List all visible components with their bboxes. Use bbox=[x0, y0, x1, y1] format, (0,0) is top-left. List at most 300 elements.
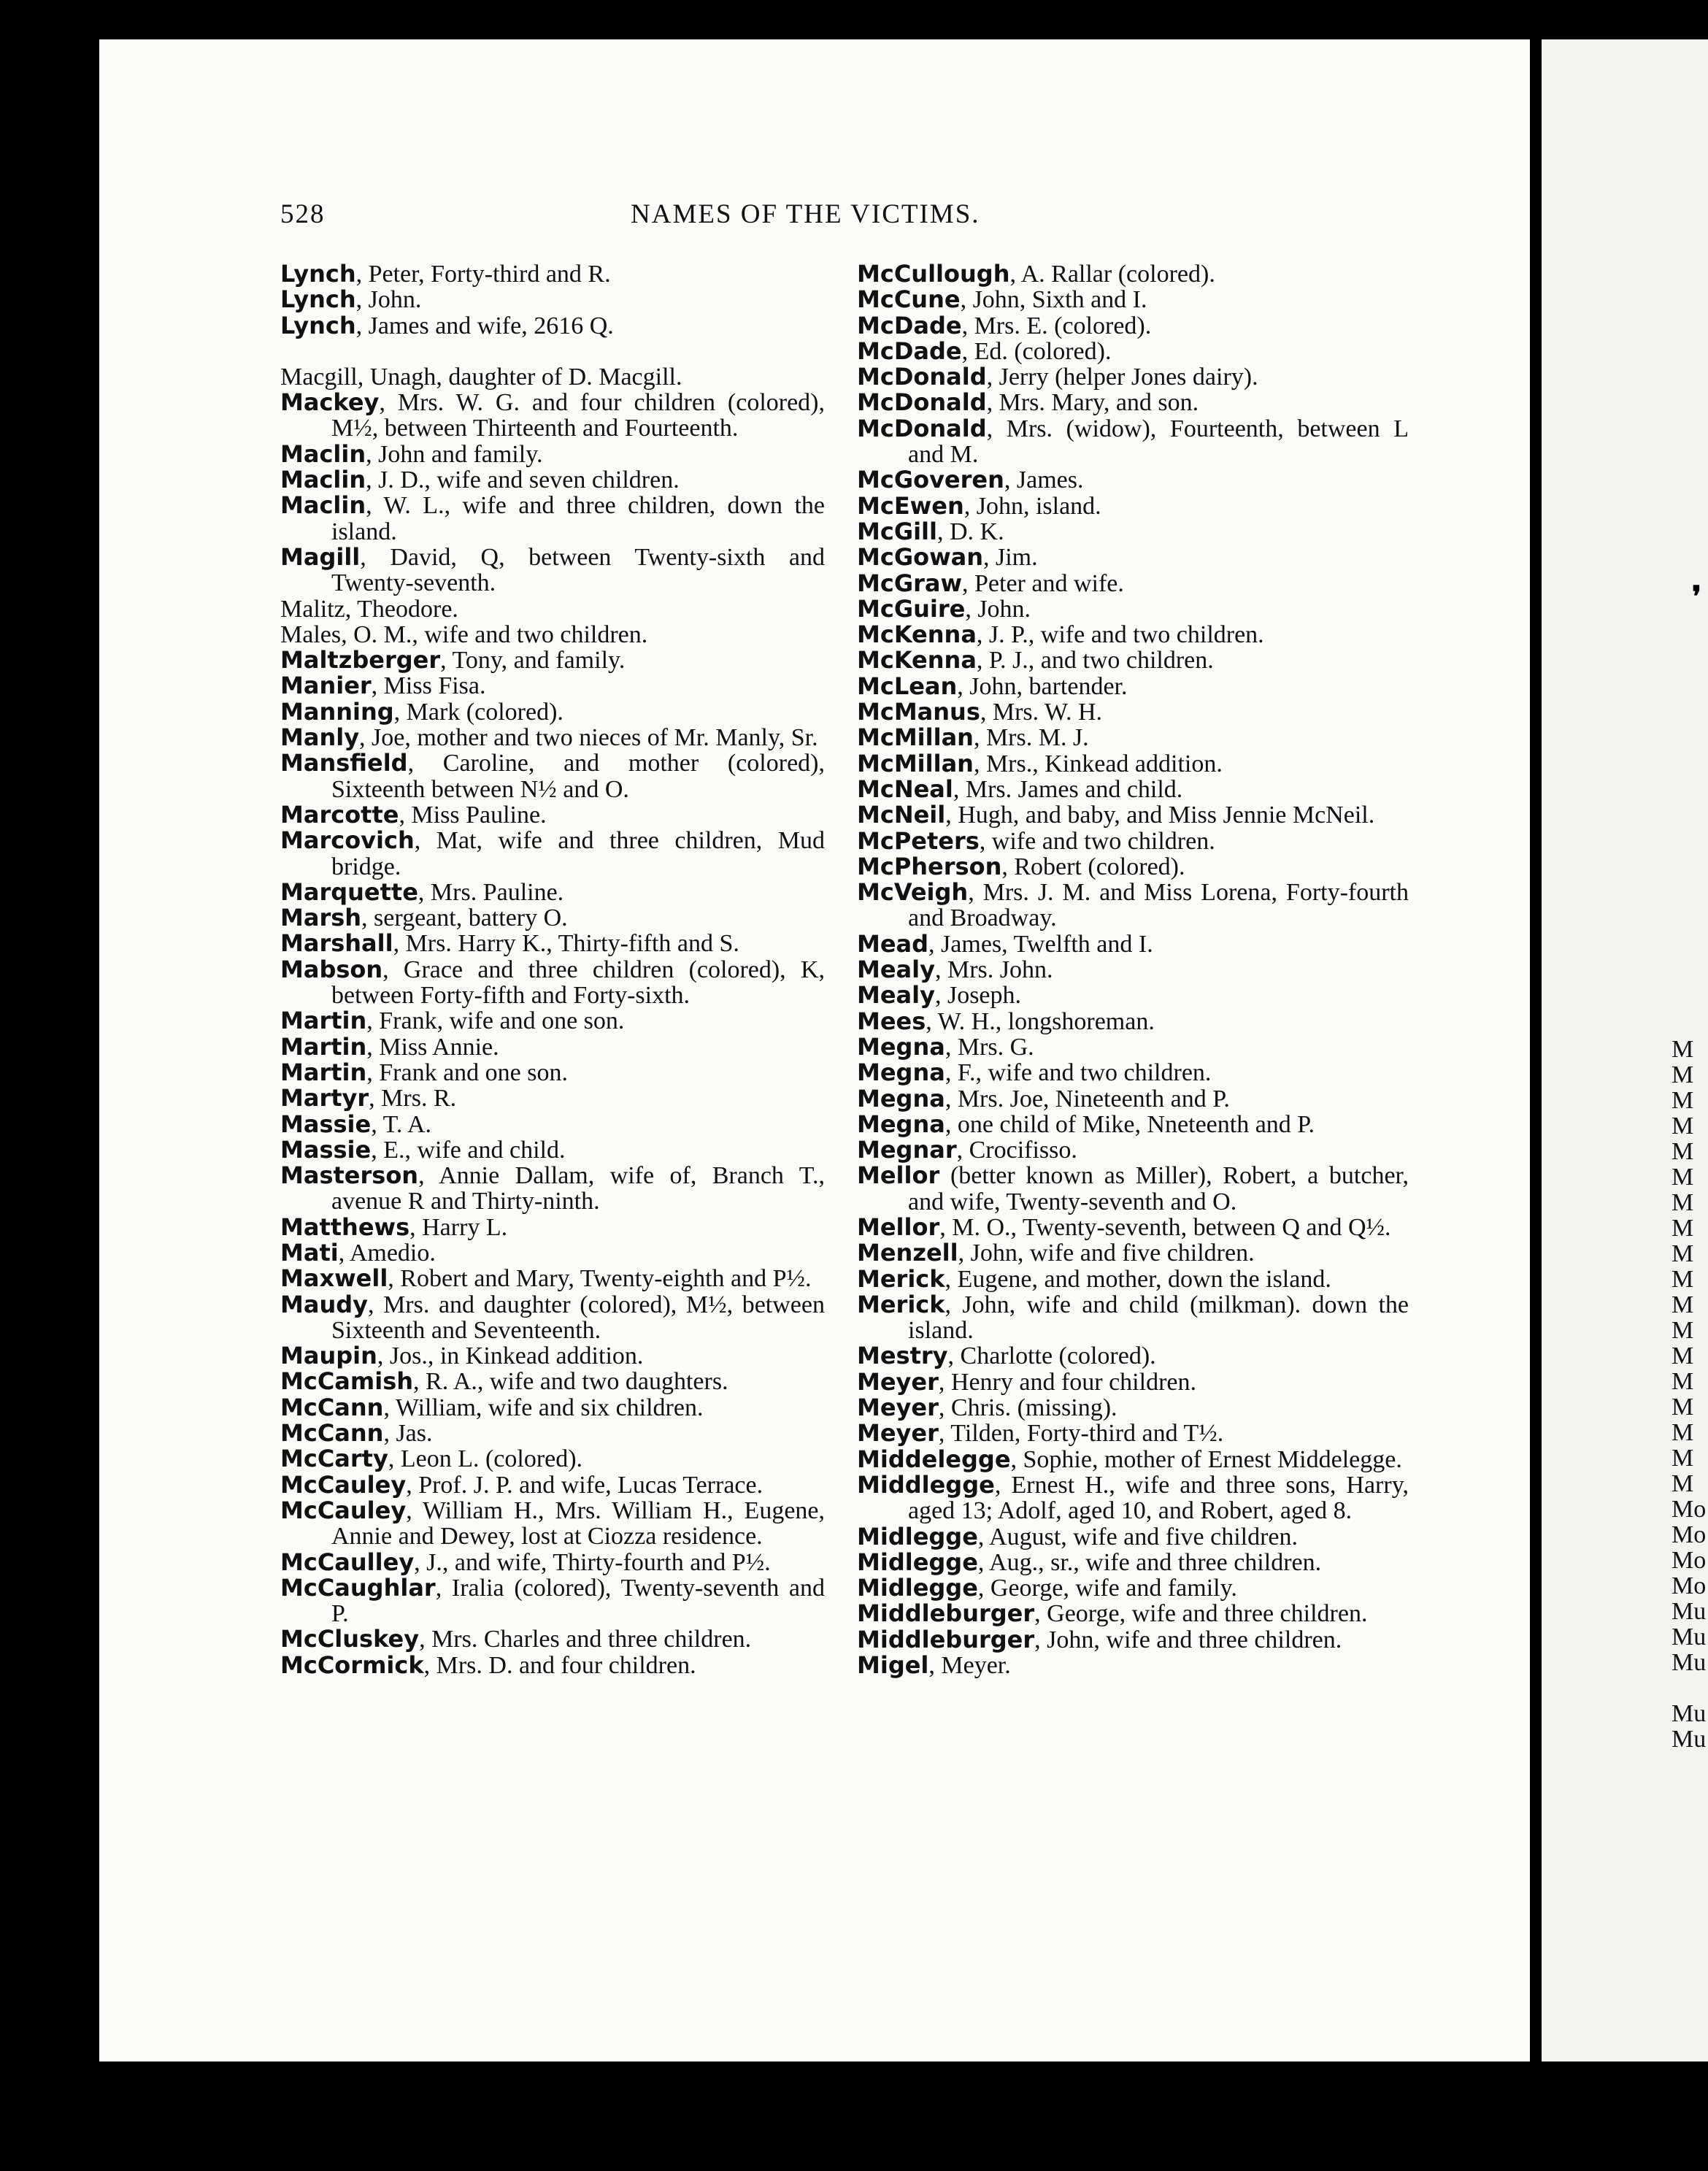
victim-details: , E., wife and child. bbox=[371, 1136, 566, 1164]
victim-details: , Mark (colored). bbox=[393, 698, 563, 726]
adjacent-page-fragment bbox=[1672, 1037, 1707, 1752]
victim-entry bbox=[280, 261, 825, 287]
victim-details: , George, wife and family. bbox=[977, 1575, 1237, 1602]
victim-surname: Lynch bbox=[280, 285, 356, 314]
victim-entry bbox=[280, 287, 825, 312]
victim-surname: Manning bbox=[280, 697, 394, 726]
victim-details: , T. A. bbox=[371, 1110, 432, 1138]
victim-entry bbox=[857, 1112, 1409, 1137]
victim-entry bbox=[857, 519, 1409, 545]
victim-entry bbox=[280, 439, 825, 468]
victim-entry bbox=[280, 1575, 825, 1627]
victim-details: , Mrs. and daughter (colored), M½, between Sixteenth and Seventeenth. bbox=[331, 1291, 825, 1344]
victim-details: , Mrs. R. bbox=[369, 1085, 457, 1113]
victim-entry bbox=[280, 313, 825, 339]
victim-details: , Mrs. Joe, Nineteenth and P. bbox=[945, 1085, 1230, 1113]
victim-details: , Joseph. bbox=[934, 982, 1022, 1010]
victim-surname: McCauley bbox=[280, 1470, 407, 1499]
victim-surname: Maltzberger bbox=[280, 646, 441, 675]
victim-surname: Megna bbox=[857, 1058, 945, 1087]
victim-entry bbox=[280, 957, 825, 1009]
victim-surname: Megna bbox=[857, 1032, 945, 1061]
victim-details: , Mrs. Harry K., Thirty-fifth and S. bbox=[393, 930, 739, 958]
victim-surname: Middelegge bbox=[857, 1445, 1011, 1473]
victim-surname: McDonald bbox=[857, 388, 987, 417]
victim-entry bbox=[857, 622, 1409, 648]
victim-surname: McCann bbox=[280, 1393, 384, 1421]
victim-details: , Prof. J. P. and wife, Lucas Terrace. bbox=[406, 1471, 763, 1499]
victim-entry bbox=[857, 1447, 1409, 1472]
victim-surname: Menzell bbox=[857, 1239, 958, 1267]
left-column bbox=[280, 261, 825, 1678]
victim-surname: Manier bbox=[280, 672, 372, 700]
victim-entry bbox=[857, 699, 1409, 725]
victim-surname: McCune bbox=[857, 285, 961, 314]
victim-surname: Maclin bbox=[280, 466, 366, 494]
edge-glyph: M bbox=[1672, 1394, 1694, 1421]
victim-details: , Grace and three children (colored), K, between Forty-fifth and Forty-sixth. bbox=[331, 956, 825, 1010]
victim-details: , W. L., wife and three children, down the island. bbox=[331, 492, 825, 545]
victim-details: , J. P., wife and two children. bbox=[976, 621, 1264, 649]
victim-details: , wife and two children. bbox=[979, 827, 1215, 855]
victim-entry bbox=[857, 1215, 1409, 1240]
victim-surname: Mestry bbox=[857, 1342, 948, 1370]
victim-details: , Frank and one son. bbox=[366, 1058, 569, 1086]
victim-entry bbox=[857, 467, 1409, 493]
victim-entry bbox=[280, 493, 825, 545]
victim-entry bbox=[280, 699, 825, 725]
edge-glyph: Mu bbox=[1672, 1598, 1707, 1625]
victim-surname: McNeal bbox=[857, 775, 953, 803]
victim-surname: McCauley bbox=[280, 1496, 407, 1524]
victim-entry bbox=[280, 1653, 825, 1678]
victim-details: , Jos., in Kinkead addition. bbox=[377, 1342, 644, 1370]
victim-details: , Mrs. Mary, and son. bbox=[986, 389, 1199, 417]
edge-glyph: M bbox=[1672, 1291, 1694, 1318]
victim-details: , P. J., and two children. bbox=[976, 647, 1214, 675]
victim-details: , Jerry (helper Jones dairy). bbox=[986, 364, 1258, 391]
victim-surname: McLean bbox=[857, 672, 958, 700]
victim-details: , Tony, and family. bbox=[440, 647, 626, 675]
victim-surname: McDonald bbox=[857, 414, 987, 442]
victim-surname: Meyer bbox=[857, 1367, 939, 1396]
victim-surname: Massie bbox=[280, 1110, 372, 1138]
victim-entry bbox=[857, 313, 1409, 339]
victim-entry bbox=[280, 828, 825, 880]
victim-entry bbox=[280, 1086, 825, 1111]
victim-details: , Mat, wife and three children, Mud bridge. bbox=[331, 827, 825, 880]
entry-gap bbox=[280, 339, 825, 364]
victim-details: , Mrs. James and child. bbox=[953, 775, 1183, 803]
victim-details: , Peter, Forty-third and R. bbox=[355, 261, 611, 288]
victim-surname: Midlegge bbox=[857, 1522, 978, 1551]
victim-surname: McGoveren bbox=[857, 466, 1004, 494]
victim-details: , Hugh, and baby, and Miss Jennie McNeil. bbox=[945, 802, 1375, 829]
victim-surname: Mees bbox=[857, 1007, 926, 1035]
victim-entry bbox=[857, 1653, 1409, 1678]
victim-details: , Miss Fisa. bbox=[371, 672, 486, 700]
victim-surname: Middleburger bbox=[857, 1599, 1035, 1628]
victim-surname: McCaughlar bbox=[280, 1573, 436, 1602]
victim-details: , Iralia (colored), Twenty-seventh and P. bbox=[331, 1574, 825, 1628]
victim-entry bbox=[857, 287, 1409, 312]
victim-details: , John, bartender. bbox=[957, 672, 1128, 700]
victim-details: , James and wife, 2616 Q. bbox=[355, 312, 614, 339]
victim-surname: McGuire bbox=[857, 594, 966, 623]
victim-surname: Middleburger bbox=[857, 1625, 1035, 1653]
edge-glyph: M bbox=[1672, 1368, 1694, 1395]
victim-surname: McCann bbox=[280, 1419, 384, 1448]
victim-surname: Merick bbox=[857, 1264, 945, 1293]
edge-glyph: Mo bbox=[1672, 1496, 1707, 1523]
victim-entry bbox=[280, 1550, 825, 1575]
victim-entry bbox=[280, 596, 825, 622]
victim-surname: Marcotte bbox=[280, 800, 399, 829]
victim-entry bbox=[280, 1163, 825, 1215]
victim-surname: Middlegge bbox=[857, 1470, 995, 1499]
victim-entry bbox=[857, 1137, 1409, 1163]
victim-details: , Miss Annie. bbox=[366, 1033, 499, 1061]
victim-surname: McPeters bbox=[857, 826, 980, 855]
victim-details: , John and family. bbox=[366, 440, 543, 468]
victim-entry bbox=[857, 674, 1409, 699]
victim-entry bbox=[280, 1137, 825, 1163]
edge-glyph: M bbox=[1672, 1445, 1694, 1472]
victim-surname: McGraw bbox=[857, 569, 963, 597]
page-number: 528 bbox=[280, 199, 326, 229]
victim-details: , Charlotte (colored). bbox=[947, 1342, 1156, 1370]
victim-surname: Meyer bbox=[857, 1419, 939, 1448]
victim-entry bbox=[280, 1292, 825, 1344]
running-header bbox=[280, 199, 1412, 239]
victim-details: , F., wife and two children. bbox=[945, 1059, 1212, 1087]
victim-details: , A. Rallar (colored). bbox=[1009, 261, 1215, 288]
victim-entry bbox=[280, 725, 825, 750]
victim-entry bbox=[857, 854, 1409, 880]
victim-entry bbox=[280, 1343, 825, 1369]
victim-entry bbox=[280, 1060, 825, 1086]
victim-surname: Maclin bbox=[280, 439, 366, 468]
victim-entry bbox=[280, 1498, 825, 1550]
victim-surname: McManus bbox=[857, 698, 980, 726]
victim-details: , Crocifisso. bbox=[956, 1137, 1077, 1164]
edge-glyph: M bbox=[1672, 1342, 1694, 1369]
victim-entry bbox=[280, 467, 825, 493]
edge-glyph: Mo bbox=[1672, 1547, 1707, 1574]
victim-surname: McVeigh bbox=[857, 878, 969, 907]
victim-surname: Martin bbox=[280, 1032, 367, 1061]
victim-details: , John. bbox=[355, 286, 422, 314]
edge-glyph: M bbox=[1672, 1113, 1694, 1140]
victim-details: , Mrs. (widow), Fourteenth, between L and M. bbox=[908, 415, 1409, 469]
victim-entry bbox=[857, 826, 1409, 855]
victim-details: Males, O. M., wife and two children. bbox=[280, 620, 648, 648]
victim-details: , Robert (colored). bbox=[1001, 853, 1185, 880]
victim-entry bbox=[857, 1550, 1409, 1575]
victim-entry bbox=[857, 983, 1409, 1008]
victim-surname: Midlegge bbox=[857, 1574, 978, 1602]
edge-glyph: Mu bbox=[1672, 1700, 1707, 1727]
victim-details: , William, wife and six children. bbox=[383, 1394, 704, 1421]
victim-entry bbox=[280, 877, 825, 906]
right-column bbox=[857, 261, 1409, 1678]
victim-entry bbox=[857, 1264, 1409, 1293]
edge-glyph: M bbox=[1672, 1036, 1694, 1063]
edge-glyph: M bbox=[1672, 1470, 1694, 1497]
victim-details: , David, Q, between Twenty-sixth and Twenty-seventh. bbox=[331, 543, 825, 597]
victim-entry bbox=[857, 1601, 1409, 1626]
edge-glyph: Mu bbox=[1672, 1649, 1707, 1676]
victim-surname: McGill bbox=[857, 517, 937, 545]
victim-entry bbox=[280, 1626, 825, 1652]
victim-details: , Mrs. D. and four children. bbox=[423, 1651, 696, 1679]
victim-surname: McMillan bbox=[857, 749, 974, 777]
victim-entry bbox=[280, 1240, 825, 1266]
victim-entry bbox=[280, 931, 825, 956]
victim-surname: Maclin bbox=[280, 491, 366, 520]
edge-glyph bbox=[1672, 1675, 1707, 1701]
victim-details: , Aug., sr., wife and three children. bbox=[977, 1548, 1322, 1576]
victim-details: , Mrs. Pauline. bbox=[418, 878, 564, 906]
victim-details: , Harry L. bbox=[409, 1213, 508, 1241]
victim-entry bbox=[280, 1008, 825, 1034]
victim-details: , Amedio. bbox=[338, 1239, 436, 1267]
victim-details: , Annie Dallam, wife of, Branch T., avenue R and Thirty-ninth. bbox=[331, 1162, 825, 1215]
victim-surname: Marquette bbox=[280, 877, 418, 906]
victim-entry bbox=[857, 1421, 1409, 1446]
victim-details: , Mrs., Kinkead addition. bbox=[973, 750, 1223, 777]
victim-entry bbox=[857, 571, 1409, 596]
victim-surname: McCaulley bbox=[280, 1548, 415, 1576]
victim-surname: Meyer bbox=[857, 1394, 939, 1422]
edge-glyph: Mu bbox=[1672, 1726, 1707, 1753]
victim-details: , Joe, mother and two nieces of Mr. Manly, Sr. bbox=[359, 724, 818, 752]
victim-surname: Lynch bbox=[280, 311, 356, 339]
victim-surname: McGowan bbox=[857, 543, 983, 572]
victim-surname: Midlegge bbox=[857, 1548, 978, 1576]
victim-entry bbox=[280, 390, 825, 442]
victim-details: , Jim. bbox=[983, 544, 1038, 572]
victim-entry bbox=[857, 1060, 1409, 1086]
victim-entry bbox=[857, 1009, 1409, 1034]
victim-surname: Marshall bbox=[280, 929, 393, 958]
victim-entry bbox=[857, 493, 1409, 519]
victim-entry bbox=[280, 673, 825, 699]
victim-details: , R. A., wife and two daughters. bbox=[413, 1368, 728, 1396]
victim-surname: Maxwell bbox=[280, 1264, 388, 1293]
victim-surname: Megnar bbox=[857, 1136, 957, 1164]
victim-details: , Robert and Mary, Twenty-eighth and P½. bbox=[388, 1265, 812, 1293]
page-edge-mark: ❜ bbox=[1692, 580, 1701, 613]
victim-surname: McCamish bbox=[280, 1367, 414, 1396]
edge-glyph: M bbox=[1672, 1087, 1694, 1114]
victim-entry bbox=[857, 364, 1409, 390]
victim-details: , William H., Mrs. William H., Eugene, Annie and Dewey, lost at Ciozza residence. bbox=[331, 1496, 825, 1551]
victim-surname: Masterson bbox=[280, 1161, 419, 1190]
victim-surname: Migel bbox=[857, 1651, 929, 1680]
victim-entry bbox=[280, 1266, 825, 1291]
victim-entry bbox=[857, 390, 1409, 415]
edge-glyph: M bbox=[1672, 1061, 1694, 1088]
victim-entry bbox=[857, 1575, 1409, 1601]
victim-surname: Matthews bbox=[280, 1213, 410, 1241]
victim-entry bbox=[857, 339, 1409, 364]
victim-details: , J. D., wife and seven children. bbox=[366, 466, 680, 494]
victim-entry bbox=[857, 1086, 1409, 1112]
victim-entry bbox=[857, 957, 1409, 983]
victim-entry bbox=[280, 1215, 825, 1240]
victim-entry bbox=[280, 750, 825, 802]
victim-surname: McCluskey bbox=[280, 1625, 420, 1653]
edge-glyph: M bbox=[1672, 1240, 1694, 1267]
victim-entry bbox=[857, 751, 1409, 777]
victim-entry bbox=[857, 880, 1409, 931]
victim-details: , Henry and four children. bbox=[938, 1368, 1196, 1396]
victim-details: , Meyer. bbox=[928, 1652, 1011, 1680]
victim-entry bbox=[280, 364, 825, 390]
victim-details: , John, wife and child (milkman). down the island. bbox=[908, 1291, 1409, 1345]
edge-glyph: M bbox=[1672, 1138, 1694, 1165]
victim-details: , Eugene, and mother, down the island. bbox=[945, 1265, 1331, 1293]
victim-details: , Tilden, Forty-third and T½. bbox=[938, 1420, 1224, 1448]
victim-details: , Mrs. E. (colored). bbox=[961, 312, 1152, 339]
victim-details: , Mrs. John. bbox=[934, 956, 1053, 984]
victim-details: , J., and wife, Thirty-fourth and P½. bbox=[414, 1548, 771, 1576]
victim-surname: Mellor bbox=[857, 1161, 940, 1190]
victim-surname: Martyr bbox=[280, 1084, 369, 1113]
victim-surname: Mackey bbox=[280, 388, 380, 417]
victim-details: , Caroline, and mother (colored), Sixteenth between N½ and O. bbox=[331, 750, 825, 803]
victim-details: , Mrs. G. bbox=[945, 1033, 1034, 1061]
victim-entry bbox=[280, 1034, 825, 1060]
victim-surname: McCormick bbox=[280, 1651, 424, 1679]
victim-entry bbox=[280, 622, 825, 648]
edge-glyph: Mo bbox=[1672, 1572, 1707, 1599]
victim-details: , Sophie, mother of Ernest Middelegge. bbox=[1010, 1445, 1402, 1473]
victim-details: , August, wife and five children. bbox=[977, 1523, 1299, 1551]
victim-details: , Frank, wife and one son. bbox=[366, 1007, 625, 1035]
edge-glyph: M bbox=[1672, 1164, 1694, 1191]
victim-entry bbox=[857, 1034, 1409, 1060]
victim-details: , James, Twelfth and I. bbox=[928, 930, 1153, 958]
victim-details: , Mrs. W. H. bbox=[980, 699, 1103, 726]
victim-surname: McDade bbox=[857, 311, 962, 339]
victim-entry bbox=[857, 1395, 1409, 1421]
victim-entry bbox=[280, 1112, 825, 1137]
victim-details: , John, Sixth and I. bbox=[960, 286, 1147, 314]
edge-glyph: Mu bbox=[1672, 1624, 1707, 1651]
victim-details: , Ed. (colored). bbox=[961, 337, 1112, 365]
victim-surname: Manly bbox=[280, 723, 360, 752]
victim-surname: McPherson bbox=[857, 852, 1002, 880]
victim-entry bbox=[857, 725, 1409, 750]
victim-entry bbox=[280, 1472, 825, 1498]
edge-glyph: M bbox=[1672, 1266, 1694, 1293]
victim-details: , sergeant, battery O. bbox=[361, 904, 568, 932]
victim-surname: Mabson bbox=[280, 955, 383, 983]
victim-details: , Mrs. M. J. bbox=[973, 724, 1089, 752]
victim-entry bbox=[857, 802, 1409, 828]
victim-entry bbox=[280, 1421, 825, 1446]
victim-surname: Martin bbox=[280, 1007, 367, 1035]
victim-surname: McKenna bbox=[857, 620, 977, 649]
victim-details: , Mrs. J. M. and Miss Lorena, Forty-fourth and Broadway. bbox=[908, 879, 1409, 932]
victim-surname: McEwen bbox=[857, 491, 964, 520]
edge-glyph: M bbox=[1672, 1215, 1694, 1242]
victim-entry bbox=[280, 1446, 825, 1472]
victim-entry bbox=[857, 1343, 1409, 1369]
victim-surname: McKenna bbox=[857, 646, 977, 675]
victim-surname: Mansfield bbox=[280, 749, 408, 777]
victim-surname: Megna bbox=[857, 1110, 945, 1138]
victim-entry bbox=[280, 802, 825, 828]
victim-surname: Marcovich bbox=[280, 826, 415, 855]
victim-surname: Marsh bbox=[280, 904, 362, 932]
victim-details: Malitz, Theodore. bbox=[280, 595, 458, 623]
victim-entry bbox=[857, 1627, 1409, 1653]
victim-entry bbox=[280, 648, 825, 673]
victim-details: , one child of Mike, Nneteenth and P. bbox=[945, 1110, 1315, 1138]
edge-glyph: Mo bbox=[1672, 1521, 1707, 1548]
victim-entry bbox=[857, 1369, 1409, 1395]
victim-details: , John. bbox=[965, 595, 1031, 623]
victim-surname: Maupin bbox=[280, 1342, 377, 1370]
victim-surname: Martin bbox=[280, 1058, 367, 1086]
victim-details: , Mrs. Charles and three children. bbox=[419, 1626, 752, 1653]
victim-details: , Mrs. W. G. and four children (colored), M½, between Thirteenth and Fourteenth. bbox=[331, 389, 825, 442]
victim-surname: Massie bbox=[280, 1135, 372, 1164]
victim-details: , D. K. bbox=[936, 518, 1004, 545]
victim-entry bbox=[280, 1395, 825, 1421]
victim-details: , Ernest H., wife and three sons, Harry, aged 13; Adolf, aged 10, and Robert, aged 8. bbox=[908, 1471, 1409, 1525]
victim-surname: Mealy bbox=[857, 956, 935, 984]
victim-surname: Maudy bbox=[280, 1290, 368, 1318]
victim-entry bbox=[857, 1292, 1409, 1344]
victim-surname: Mellor bbox=[857, 1213, 940, 1241]
victim-surname: Megna bbox=[857, 1084, 945, 1113]
victim-entry bbox=[857, 596, 1409, 622]
victim-details: , John, wife and five children. bbox=[958, 1240, 1255, 1267]
victim-entry bbox=[280, 542, 825, 597]
edge-glyph: M bbox=[1672, 1317, 1694, 1344]
victim-details: , W. H., longshoreman. bbox=[926, 1007, 1155, 1035]
victim-details: , John, wife and three children. bbox=[1034, 1626, 1342, 1653]
victim-entry bbox=[857, 1524, 1409, 1550]
victim-surname: Mealy bbox=[857, 981, 935, 1010]
victim-surname: McNeil bbox=[857, 801, 946, 829]
victim-entry bbox=[857, 1163, 1409, 1215]
victim-details: , Leon L. (colored). bbox=[388, 1445, 583, 1473]
victim-entry bbox=[857, 416, 1409, 468]
victim-details: , Chris. (missing). bbox=[938, 1394, 1117, 1422]
victim-surname: Magill bbox=[280, 542, 361, 571]
victim-details: (better known as Miller), Robert, a butcher, and wife, Twenty-seventh and O. bbox=[908, 1162, 1409, 1215]
victim-entry bbox=[857, 545, 1409, 570]
victim-details: , Peter and wife. bbox=[962, 569, 1124, 597]
victim-entry bbox=[857, 777, 1409, 802]
victim-details: , George, wife and three children. bbox=[1034, 1600, 1368, 1628]
victim-details: , Miss Pauline. bbox=[399, 801, 547, 829]
victim-surname: McDonald bbox=[857, 363, 987, 391]
victim-surname: Mati bbox=[280, 1238, 339, 1267]
victim-surname: McMillan bbox=[857, 723, 974, 752]
edge-glyph: M bbox=[1672, 1419, 1694, 1446]
victim-entry bbox=[857, 931, 1409, 957]
victim-details: , M. O., Twenty-seventh, between Q and Q½. bbox=[939, 1213, 1391, 1241]
victim-entry bbox=[280, 1369, 825, 1394]
victim-details: Macgill, Unagh, daughter of D. Macgill. bbox=[280, 363, 682, 391]
victim-entry bbox=[280, 905, 825, 931]
